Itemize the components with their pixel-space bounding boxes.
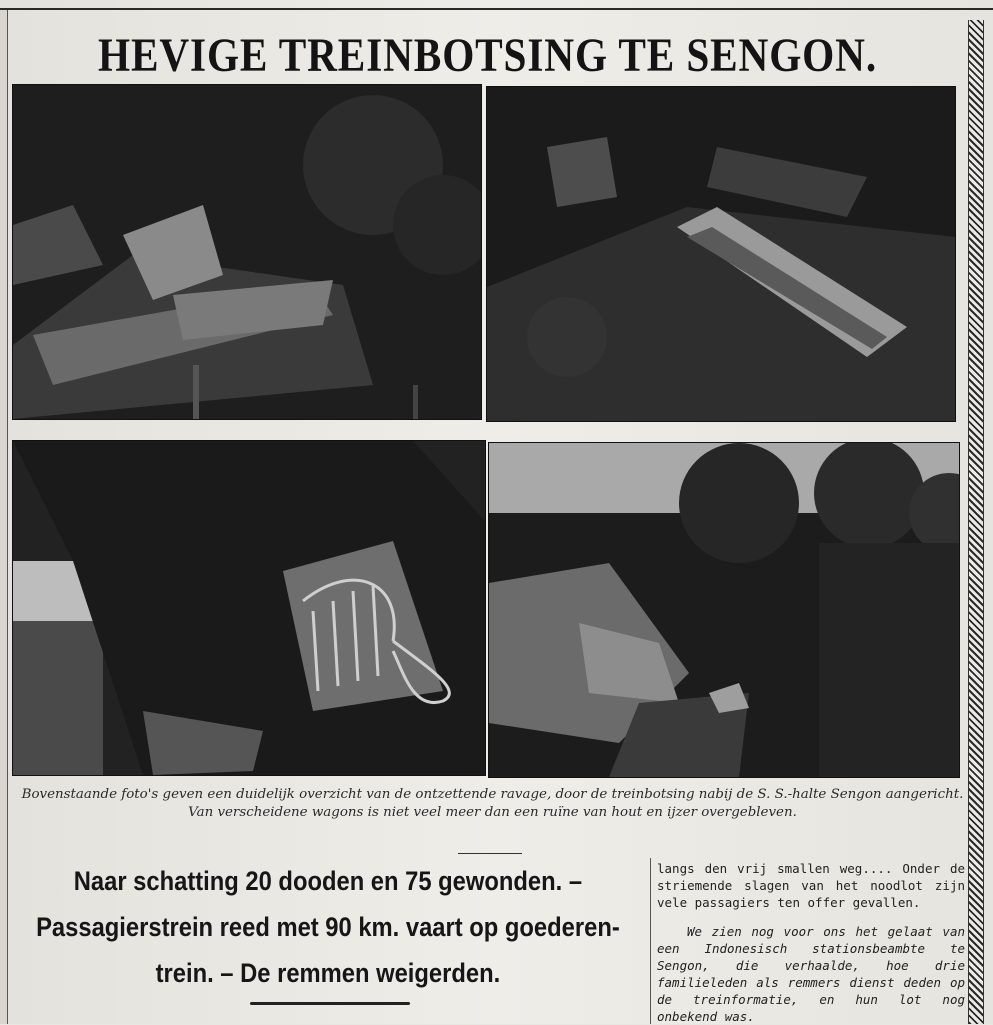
- article-column-text: [657, 860, 965, 1025]
- column-divider: [650, 858, 651, 1024]
- photo-wreck-bottom-right: [488, 442, 960, 778]
- photo-caption: Bovenstaande foto's geven een duidelijk overzicht van de ontzettende ravage, door de treinbotsing nabij de S. S.-halte Sengon aangericht. Van verscheidene wagons is niet veel meer dan een ruïne van hout en ijzer overgebleven.: [21, 787, 964, 820]
- right-ornamental-border: [968, 20, 984, 1024]
- photo-wreck-bottom-left: [12, 440, 486, 776]
- subhead-ornament-rule: [250, 1002, 410, 1005]
- left-column-edge: [0, 10, 8, 1024]
- photo-wreck-top-left: [12, 84, 482, 420]
- photo-wreck-top-right: [486, 86, 956, 422]
- caption-rule: [458, 853, 522, 854]
- column-paragraph: We zien nog voor ons het gelaat van een Indonesisch stationsbeambte te Sengon, die verhaalde, hoe drie familieleden als remmers dienst deden op de treinformatie, en hun lot nog onbekend was.: [657, 924, 965, 1024]
- top-rule: [0, 8, 993, 10]
- subheadline: Naar schatting 20 dooden en 75 gewonden. – Passagierstrein reed met 90 km. vaart op goederen-trein. – De remmen weigerden.: [36, 866, 620, 988]
- column-paragraph: langs den vrij smallen weg.... Onder de striemende slagen van het noodlot zijn vele passagiers ten offer gevallen.: [657, 861, 965, 910]
- headline: HEVIGE TREINBOTSING TE SENGON.: [97, 29, 878, 82]
